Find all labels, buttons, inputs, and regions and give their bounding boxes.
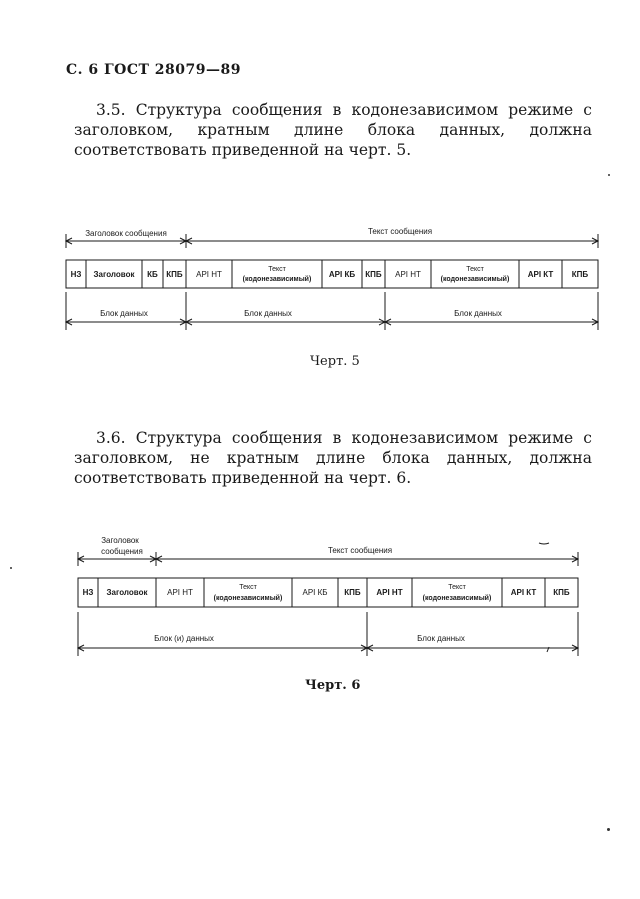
page-header: С. 6 ГОСТ 28079—89 [66,62,241,78]
fig5-cell-kpb-3: КПБ [571,270,589,279]
fig5-text-label: Текст сообщения [367,227,433,236]
section-3-5-number: 3.5. [96,101,126,119]
fig5-cell-kb: КБ [147,270,158,279]
fig6-cell-codeindep-2: (кодонезависимый) [422,595,492,602]
speck-mark [10,567,12,569]
fig6-cell-nz: НЗ [82,588,94,597]
fig5-cell-api-nt-1: АРІ НТ [196,270,222,279]
fig5-cell-nz: НЗ [70,270,82,279]
fig6-cell-api-nt-2: АРІ НТ [376,588,403,597]
fig6-header-label-1: Заголовок [101,536,139,545]
section-3-6-text: Структура сообщения в кодонезависимом режиме с заголовком, не кратным длине блока данных, должна соответствовать приведенной на черт. 6. [74,429,592,487]
speck-mark [608,174,610,176]
figure-5-caption: Черт. 5 [310,354,360,369]
fig5-cell-kpb-2: КПБ [365,270,382,279]
fig5-cell-api-kb: АРІ КБ [328,270,356,279]
fig6-block-2: Блок данных [417,634,465,643]
fig6-block-1: Блок (и) данных [154,634,214,643]
section-3-5-text: Структура сообщения в кодонезависимом режиме с заголовком, кратным длине блока данных, должна соответствовать приведенной на черт. 5. [74,101,592,159]
fig6-cell-kpb-2: КПБ [553,588,570,597]
fig5-cell-text-2: Текст [466,266,484,273]
fig5-cell-codeindep-1: (кодонезависимый) [242,276,312,283]
fig6-cell-api-nt-1: АРІ НТ [167,588,193,597]
fig6-cell-header: Заголовок [106,588,148,597]
fig5-block-1: Блок данных [100,309,148,318]
fig6-cell-text-1: Текст [239,584,257,591]
fig5-cell-kpb-1: КПБ [166,270,183,279]
fig5-cell-api-kt: АРІ КТ [527,270,554,279]
fig5-cell-api-nt-2: АРІ НТ [395,270,421,279]
fig6-cell-codeindep-1: (кодонезависимый) [213,595,283,602]
fig5-block-2: Блок данных [244,309,292,318]
fig6-cell-kpb-1: КПБ [344,588,361,597]
fig5-block-3: Блок данных [454,309,502,318]
fig6-header-label-2: сообщения [101,547,143,556]
fig5-cell-header: Заголовок [93,270,135,279]
figure-6-caption: Черт. 6 [305,678,361,693]
fig6-cell-api-kb: АРІ КБ [302,588,328,597]
fig5-cell-codeindep-2: (кодонезависимый) [440,276,510,283]
fig5-header-label: Заголовок сообщения [85,229,167,238]
fig5-cell-text-1: Текст [268,266,286,273]
speck-mark [607,828,610,831]
fig6-cell-text-2: Текст [448,584,466,591]
fig6-cell-api-kt: АРІ КТ [510,588,537,597]
fig6-text-label: Текст сообщения [327,546,393,555]
section-3-6-number: 3.6. [96,429,126,447]
